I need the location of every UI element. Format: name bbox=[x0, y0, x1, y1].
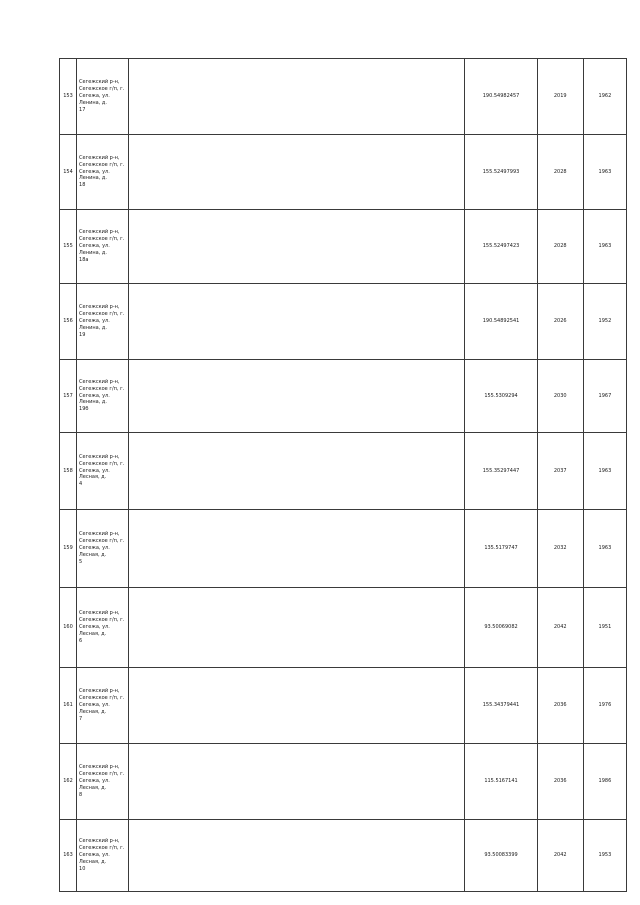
row-number-text: 161 bbox=[63, 702, 73, 709]
works-description-cell bbox=[129, 510, 465, 588]
row-number-text: 156 bbox=[63, 318, 73, 325]
address-cell bbox=[77, 59, 129, 135]
row-number-text: 163 bbox=[63, 852, 73, 859]
row-number-text: 154 bbox=[63, 168, 73, 175]
cost-cell-text: 190.54982457 bbox=[482, 93, 520, 100]
address-cell-text: Сегежский р-н, Сегежское г/п, г. Сегежа, ул. Ленина, д. 18а bbox=[79, 229, 125, 263]
cost-cell-text: 190.54892541 bbox=[482, 318, 520, 325]
table-row bbox=[60, 588, 627, 668]
cost-cell-text: 155.5309294 bbox=[484, 392, 518, 399]
planned-year-cell bbox=[537, 510, 583, 588]
row-number-text: 157 bbox=[63, 392, 73, 399]
planned-year-cell-text: 2036 bbox=[553, 702, 567, 709]
planned-year-cell bbox=[537, 668, 583, 744]
planned-year-cell-text: 2037 bbox=[553, 467, 567, 474]
planned-year-cell bbox=[537, 210, 583, 284]
cost-cell bbox=[465, 284, 537, 360]
table-row bbox=[60, 210, 627, 284]
cost-cell-text: 155.34379441 bbox=[482, 702, 520, 709]
row-number bbox=[60, 284, 77, 360]
planned-year-cell bbox=[537, 744, 583, 820]
build-year-cell bbox=[583, 820, 626, 892]
address-cell bbox=[77, 135, 129, 210]
planned-year-cell-text: 2036 bbox=[553, 778, 567, 785]
planned-year-cell-text: 2028 bbox=[553, 243, 567, 250]
cost-cell-text: 135.5179747 bbox=[484, 545, 518, 552]
table-row bbox=[60, 510, 627, 588]
cost-cell bbox=[465, 210, 537, 284]
cost-cell bbox=[465, 433, 537, 510]
build-year-cell-text: 1963 bbox=[598, 243, 612, 250]
table-row bbox=[60, 744, 627, 820]
address-cell bbox=[77, 820, 129, 892]
address-cell-text: Сегежский р-н, Сегежское г/п, г. Сегежа, ул. Ленина, д. 18 bbox=[79, 154, 125, 189]
planned-year-cell bbox=[537, 588, 583, 668]
works-description-cell bbox=[129, 588, 465, 668]
address-cell bbox=[77, 210, 129, 284]
table-row bbox=[60, 284, 627, 360]
table-row bbox=[60, 820, 627, 892]
build-year-cell bbox=[583, 744, 626, 820]
build-year-cell-text: 1986 bbox=[598, 778, 612, 785]
row-number bbox=[60, 510, 77, 588]
cost-cell bbox=[465, 588, 537, 668]
row-number-text: 160 bbox=[63, 624, 73, 631]
address-cell-text: Сегежский р-н, Сегежское г/п, г. Сегежа, ул. Лесная, д. 6 bbox=[79, 610, 125, 644]
address-cell bbox=[77, 588, 129, 668]
row-number-text: 153 bbox=[63, 93, 73, 100]
cost-cell bbox=[465, 360, 537, 433]
build-year-cell bbox=[583, 668, 626, 744]
table-row bbox=[60, 135, 627, 210]
planned-year-cell bbox=[537, 820, 583, 892]
planned-year-cell-text: 2030 bbox=[553, 392, 567, 399]
works-description-cell bbox=[129, 668, 465, 744]
row-number bbox=[60, 588, 77, 668]
cost-cell-text: 93.50069082 bbox=[484, 624, 518, 631]
address-cell bbox=[77, 510, 129, 588]
table-row bbox=[60, 59, 627, 135]
build-year-cell-text: 1976 bbox=[598, 702, 612, 709]
build-year-cell-text: 1963 bbox=[598, 467, 612, 474]
table-row bbox=[60, 360, 627, 433]
build-year-cell bbox=[583, 360, 626, 433]
address-cell-text: Сегежский р-н, Сегежское г/п, г. Сегежа, ул. Лесная, д. 4 bbox=[79, 453, 125, 488]
build-year-cell bbox=[583, 588, 626, 668]
row-number bbox=[60, 668, 77, 744]
table-row bbox=[60, 668, 627, 744]
table-row bbox=[60, 433, 627, 510]
repair-program-table bbox=[59, 58, 627, 892]
row-number bbox=[60, 210, 77, 284]
row-number-text: 155 bbox=[63, 243, 73, 250]
address-cell-text: Сегежский р-н, Сегежское г/п, г. Сегежа, ул. Ленина, д. 19б bbox=[79, 378, 125, 413]
cost-cell-text: 155.35297447 bbox=[482, 467, 520, 474]
address-cell-text: Сегежский р-н, Сегежское г/п, г. Сегежа, ул. Лесная, д. 8 bbox=[79, 764, 125, 798]
table-body bbox=[60, 59, 627, 892]
build-year-cell-text: 1951 bbox=[598, 624, 612, 631]
row-number-text: 159 bbox=[63, 545, 73, 552]
works-description-cell bbox=[129, 210, 465, 284]
address-cell-text: Сегежский р-н, Сегежское г/п, г. Сегежа, ул. Лесная, д. 5 bbox=[79, 531, 125, 565]
planned-year-cell-text: 2026 bbox=[553, 318, 567, 325]
address-cell-text: Сегежский р-н, Сегежское г/п, г. Сегежа, ул. Лесная, д. 10 bbox=[79, 838, 125, 872]
address-cell-text: Сегежский р-н, Сегежское г/п, г. Сегежа, ул. Ленина, д. 17 bbox=[79, 79, 125, 113]
cost-cell bbox=[465, 668, 537, 744]
works-description-cell bbox=[129, 284, 465, 360]
build-year-cell-text: 1952 bbox=[598, 318, 612, 325]
address-cell-text: Сегежский р-н, Сегежское г/п, г. Сегежа, ул. Лесная, д. 7 bbox=[79, 688, 125, 722]
build-year-cell bbox=[583, 210, 626, 284]
build-year-cell-text: 1963 bbox=[598, 168, 612, 175]
build-year-cell bbox=[583, 510, 626, 588]
cost-cell-text: 93.50083399 bbox=[484, 852, 518, 859]
row-number bbox=[60, 744, 77, 820]
address-cell bbox=[77, 744, 129, 820]
planned-year-cell-text: 2028 bbox=[553, 168, 567, 175]
planned-year-cell bbox=[537, 433, 583, 510]
works-description-cell bbox=[129, 744, 465, 820]
row-number bbox=[60, 360, 77, 433]
cost-cell bbox=[465, 510, 537, 588]
planned-year-cell bbox=[537, 59, 583, 135]
address-cell-text: Сегежский р-н, Сегежское г/п, г. Сегежа, ул. Ленина, д. 19 bbox=[79, 304, 125, 338]
row-number bbox=[60, 135, 77, 210]
works-description-cell bbox=[129, 360, 465, 433]
cost-cell bbox=[465, 744, 537, 820]
planned-year-cell-text: 2019 bbox=[553, 93, 567, 100]
planned-year-cell-text: 2032 bbox=[553, 545, 567, 552]
works-description-cell bbox=[129, 135, 465, 210]
planned-year-cell-text: 2042 bbox=[553, 852, 567, 859]
row-number-text: 162 bbox=[63, 778, 73, 785]
cost-cell bbox=[465, 59, 537, 135]
build-year-cell-text: 1963 bbox=[598, 545, 612, 552]
cost-cell-text: 115.5167141 bbox=[484, 778, 518, 785]
build-year-cell-text: 1962 bbox=[598, 93, 612, 100]
address-cell bbox=[77, 433, 129, 510]
build-year-cell-text: 1967 bbox=[598, 392, 612, 399]
row-number bbox=[60, 820, 77, 892]
planned-year-cell bbox=[537, 135, 583, 210]
build-year-cell-text: 1953 bbox=[598, 852, 612, 859]
works-description-cell bbox=[129, 433, 465, 510]
cost-cell bbox=[465, 820, 537, 892]
planned-year-cell bbox=[537, 360, 583, 433]
cost-cell bbox=[465, 135, 537, 210]
build-year-cell bbox=[583, 284, 626, 360]
row-number bbox=[60, 433, 77, 510]
build-year-cell bbox=[583, 433, 626, 510]
works-description-cell bbox=[129, 59, 465, 135]
address-cell bbox=[77, 360, 129, 433]
row-number-text: 158 bbox=[63, 467, 73, 474]
works-description-cell bbox=[129, 820, 465, 892]
address-cell bbox=[77, 668, 129, 744]
cost-cell-text: 155.52497993 bbox=[482, 168, 520, 175]
planned-year-cell-text: 2042 bbox=[553, 624, 567, 631]
cost-cell-text: 155.52497423 bbox=[482, 243, 520, 250]
address-cell bbox=[77, 284, 129, 360]
build-year-cell bbox=[583, 135, 626, 210]
build-year-cell bbox=[583, 59, 626, 135]
planned-year-cell bbox=[537, 284, 583, 360]
row-number bbox=[60, 59, 77, 135]
